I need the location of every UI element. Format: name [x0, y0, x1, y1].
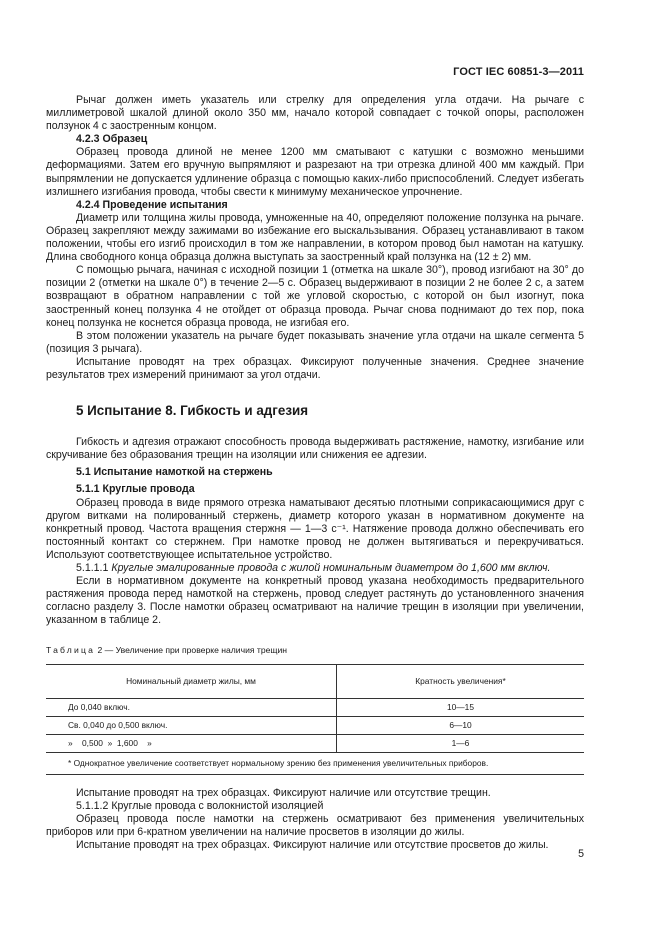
paragraph-sample: Образец провода длиной не менее 1200 мм сматывают с катушки с возможно меньшими деформациями. Затем его вручную выпрямляют и разрезают на три отрезка длиной 400 мм каждый. При выпрямлении не допускается удлинение образца с помощью каких-либо приспособлений. Следует избегать излишнего изгибания провода, чтобы свести к минимуму механическое упрочнение. — [46, 146, 584, 198]
paragraph-5-1-1-2-b: Испытание проводят на трех образцах. Фиксируют наличие или отсутствие просветов до жилы. — [76, 838, 549, 851]
document-body — [46, 94, 584, 852]
heading-5-1-1: 5.1.1 Круглые провода — [76, 483, 195, 496]
paragraph-test-a: Диаметр или толщина жилы провода, умноженные на 40, определяют положение ползунка на рычаге. Образец закрепляют между зажимами во избежание его выскальзывания. Образец устанавливают в таком положении, чтобы его изгиб происходил в том же направлении, в котором провод был намотан на катушку. Длина свободного конца образца должна выступать за заостренный край ползунка на (12 ± 2) мм. — [46, 211, 584, 264]
page-number: 5 — [578, 848, 584, 860]
section-5-heading: 5 Испытание 8. Гибкость и адгезия — [76, 403, 309, 419]
heading-5-1-1-2: 5.1.1.2 Круглые провода с волокнистой изоляцией — [76, 799, 324, 812]
paragraph-section-5: Гибкость и адгезия отражают способность провода выдерживать растяжение, намотку, изгибание или скручивание без образования трещин на изоляции или снижения ее адгезии. — [46, 436, 584, 462]
magnification-table — [46, 664, 584, 775]
heading-5-1-1-1 — [46, 562, 584, 575]
table-cell-diameter: » 0,500 » 1,600 » — [46, 734, 337, 752]
table-footnote: * Однократное увеличение соответствует нормальному зрению без применения увеличительных приборов. — [46, 752, 584, 774]
table-row — [46, 716, 584, 734]
document-header: ГОСТ IEC 60851-3—2011 — [453, 66, 584, 78]
paragraph-test-c: В этом положении указатель на рычаге будет показывать значение угла отдачи на шкале сегмента 5 (позиция 3 рычага). — [46, 329, 584, 355]
paragraph-after-table: Испытание проводят на трех образцах. Фиксируют наличие или отсутствие трещин. — [76, 786, 491, 799]
table-header-magnification: Кратность увеличения* — [337, 664, 585, 698]
heading-4-2-3: 4.2.3 Образец — [76, 133, 148, 146]
table-cell-magnification: 1—6 — [337, 734, 585, 752]
table-header-diameter: Номинальный диаметр жилы, мм — [46, 664, 337, 698]
paragraph-test-b: С помощью рычага, начиная с исходной позиции 1 (отметка на шкале 30°), провод изгибают на 30° до позиции 2 (отметки на шкале 0°) в течение 2—5 с. Образец выдерживают в позиции 2 не более 2 с, а затем возвращают в обратном направлении с той же угловой скоростью, с которой он был изогнут, пока заостренный конец ползунка 4 не отойдет от образца провода. Рычаг снова поднимают до тех пор, пока конец ползунка не коснется образца провода, не изгибая его. — [46, 264, 584, 329]
table-row — [46, 734, 584, 752]
table-header-row — [46, 664, 584, 698]
table-caption — [46, 644, 584, 657]
table-cell-magnification: 6—10 — [337, 716, 585, 734]
table-caption-text: 2 — Увеличение при проверке наличия трещин — [97, 645, 288, 656]
heading-5-1-1-1-number: 5.1.1.1 — [76, 562, 109, 574]
heading-5-1-1-1-text: Круглые эмалированные провода с жилой номинальным диаметром до 1,600 мм включ. — [111, 562, 551, 574]
table-cell-diameter: Св. 0,040 до 0,500 включ. — [46, 716, 337, 734]
paragraph-5-1-1: Образец провода в виде прямого отрезка наматывают десятью плотными соприкасающимися друг с другом витками на полированный стержень, диаметр которого указан в нормативном документе на конкретный провод. Частота вращения стержня — 1—3 с⁻¹. Натяжение провода должно обеспечивать его постоянный контакт со стержнем. При намотке провод не должен вытягиваться и перекручиваться. Используют соответствующее испытательное устройство. — [46, 496, 584, 561]
paragraph-test-d: Испытание проводят на трех образцах. Фиксируют полученные значения. Среднее значение результатов трех измерений принимают за угол отдачи. — [46, 355, 584, 381]
table-cell-magnification: 10—15 — [337, 698, 585, 716]
heading-5-1: 5.1 Испытание намоткой на стержень — [76, 466, 273, 479]
paragraph-5-1-1-2-a: Образец провода после намотки на стержень осматривают без применения увеличительных приборов или при 6-кратном увеличении на наличие просветов в изоляции до жилы. — [46, 812, 584, 838]
table-row — [46, 698, 584, 716]
table-cell-diameter: До 0,040 включ. — [46, 698, 337, 716]
heading-4-2-4: 4.2.4 Проведение испытания — [76, 198, 228, 211]
table-footnote-row — [46, 752, 584, 774]
paragraph-5-1-1-1: Если в нормативном документе на конкретный провод указана необходимость предварительного растяжения провода перед намоткой на стержень, провод следует растянуть до установленного значения согласно разделу 3. После намотки образец осматривают на наличие трещин в изоляции при увеличении, указанном в таблице 2. — [46, 575, 584, 627]
table-caption-word: Таблица — [46, 645, 96, 656]
paragraph-lever: Рычаг должен иметь указатель или стрелку для определения угла отдачи. На рычаге с миллиметровой шкалой длиной около 350 мм, начало которой совпадает с точкой опоры, расположен ползунок 4 с заостренным концом. — [46, 94, 584, 133]
